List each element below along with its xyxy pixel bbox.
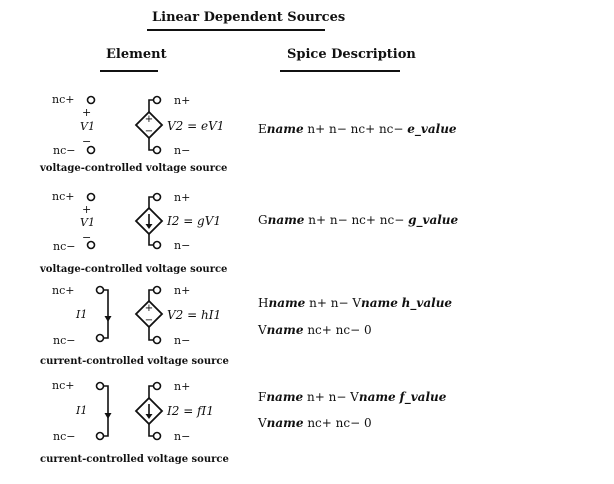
ctrl-plus-label: nc+: [52, 93, 75, 106]
terminal-n-plus: [154, 194, 161, 201]
short-circuit-wire: [104, 290, 109, 338]
terminal-nc-minus: [97, 433, 104, 440]
svg-text:−: −: [144, 315, 154, 326]
terminal-nc-minus: [88, 242, 95, 249]
ctrl-var-label: V1: [80, 216, 95, 229]
out-plus-label: n+: [174, 191, 191, 204]
spice-line-1: Hname n+ n− Vname h_value: [258, 296, 453, 310]
terminal-n-plus: [154, 383, 161, 390]
out-minus-label: n−: [174, 144, 191, 157]
element-header: Element: [106, 47, 167, 62]
ctrl-minus-label: nc−: [53, 334, 76, 347]
spice-line-2: Vname nc+ nc− 0: [258, 323, 372, 337]
spice-header-underline: [280, 70, 400, 72]
ctrl-minus-label: nc−: [53, 240, 76, 253]
ctrl-plus-label: nc+: [52, 190, 75, 203]
svg-text:−: −: [144, 126, 154, 137]
ctrl-sign-minus: −: [82, 231, 92, 244]
terminal-n-minus: [154, 242, 161, 249]
terminal-nc-plus: [88, 194, 95, 201]
spice-line-1: Gname n+ n− nc+ nc− g_value: [258, 213, 459, 227]
terminal-nc-plus: [97, 287, 104, 294]
ctrl-sign-plus: +: [82, 203, 92, 216]
current-arrow-icon: [105, 413, 112, 419]
equation: V2 = hI1: [167, 308, 222, 322]
ctrl-var-label: I1: [76, 308, 88, 321]
out-minus-label: n−: [174, 334, 191, 347]
ctrl-plus-label: nc+: [52, 284, 75, 297]
title-underline: [147, 29, 325, 31]
out-minus-label: n−: [174, 430, 191, 443]
equation: I2 = gV1: [167, 214, 222, 228]
spice-header: Spice Description: [287, 47, 416, 62]
caption: voltage-controlled voltage source: [40, 163, 228, 174]
out-plus-label: n+: [174, 380, 191, 393]
ctrl-var-label: I1: [76, 404, 88, 417]
ctrl-minus-label: nc−: [53, 144, 76, 157]
ctrl-plus-label: nc+: [52, 379, 75, 392]
ctrl-minus-label: nc−: [53, 430, 76, 443]
element-header-underline: [100, 70, 158, 72]
spice-line-1: Ename n+ n− nc+ nc− e_value: [258, 122, 457, 136]
terminal-nc-plus: [97, 383, 104, 390]
spice-line-1: Fname n+ n− Vname f_value: [258, 390, 447, 404]
terminal-nc-minus: [88, 147, 95, 154]
equation: V2 = eV1: [167, 119, 225, 133]
page-title: Linear Dependent Sources: [152, 10, 346, 25]
svg-text:+: +: [144, 303, 154, 314]
terminal-n-plus: [154, 287, 161, 294]
svg-text:+: +: [144, 114, 154, 125]
out-plus-label: n+: [174, 284, 191, 297]
spice-line-2: Vname nc+ nc− 0: [258, 416, 372, 430]
terminal-n-minus: [154, 337, 161, 344]
caption: voltage-controlled voltage source: [40, 264, 228, 275]
terminal-nc-minus: [97, 335, 104, 342]
terminal-n-minus: [154, 147, 161, 154]
ctrl-sign-plus: +: [82, 106, 92, 119]
caption: current-controlled voltage source: [40, 454, 229, 465]
current-arrow-icon: [105, 316, 112, 322]
terminal-n-plus: [154, 97, 161, 104]
terminal-n-minus: [154, 433, 161, 440]
terminal-nc-plus: [88, 97, 95, 104]
ctrl-var-label: V1: [80, 120, 95, 133]
caption: current-controlled voltage source: [40, 356, 229, 367]
out-minus-label: n−: [174, 239, 191, 252]
short-circuit-wire: [104, 386, 109, 436]
equation: I2 = fI1: [167, 404, 214, 418]
ctrl-sign-minus: −: [82, 135, 92, 148]
out-plus-label: n+: [174, 94, 191, 107]
